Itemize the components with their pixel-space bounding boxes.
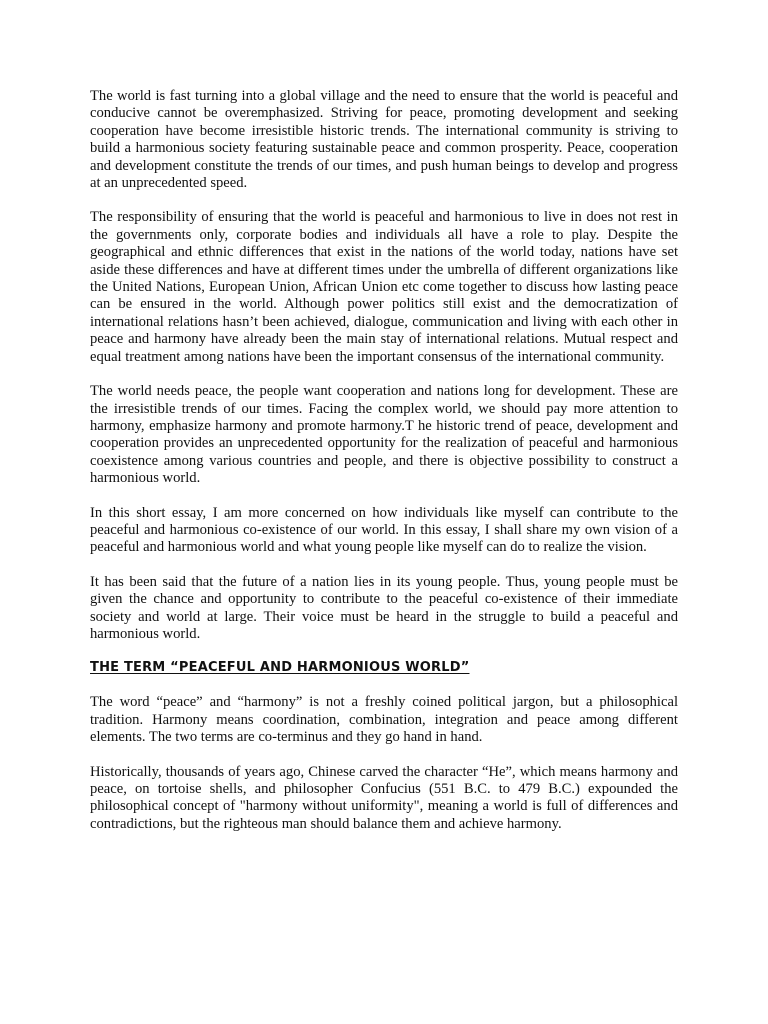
paragraph-peace-harmony-definition: The word “peace” and “harmony” is not a freshly coined political jargon, but a philosophical tradition. Harmony means coordination, combination, integration and peace among different elements. The two terms are co-terminus and they go hand in hand. — [90, 694, 678, 746]
paragraph-responsibility: The responsibility of ensuring that the world is peaceful and harmonious to live in does not rest in the governments only, corporate bodies and individuals all have a role to play. Despite the geographical and ethnic differences that exist in the nations of the world today, nations have set aside these differences and have at different times under the umbrella of different organizations like the United Nations, European Union, African Union etc come together to discuss how lasting peace can be ensured in the world. Although power politics still exist and the democratization of international relations hasn’t been achieved, dialogue, communication and living with each other in peace and harmony have already been the main stay of international relations. Mutual respect and equal treatment among nations have been the important consensus of the international community. — [90, 209, 678, 365]
section-heading: THE TERM “PEACEFUL AND HARMONIOUS WORLD” — [90, 660, 470, 676]
paragraph-young-people: It has been said that the future of a nation lies in its young people. Thus, young people must be given the chance and opportunity to contribute to the peaceful co-existence of their immediate society and world at large. Their voice must be heard in the struggle to build a peaceful and harmonious world. — [90, 573, 678, 642]
paragraph-historical-confucius: Historically, thousands of years ago, Chinese carved the character “He”, which means harmony and peace, on tortoise shells, and philosopher Confucius (551 B.C. to 479 B.C.) expounded the philosophical concept of "harmony without uniformity", meaning a world is full of differences and contradictions, but the righteous man should balance them and achieve harmony. — [90, 763, 678, 832]
paragraph-world-needs-peace: The world needs peace, the people want cooperation and nations long for development. These are the irresistible trends of our times. Facing the complex world, we should pay more attention to harmony, emphasize harmony and promote harmony.T he historic trend of peace, development and cooperation provides an unprecedented opportunity for the realization of peaceful and harmonious coexistence among various countries and people, and there is objective possibility to construct a harmonious world. — [90, 383, 678, 487]
document-page — [90, 88, 678, 850]
paragraph-short-essay: In this short essay, I am more concerned on how individuals like myself can contribute to the peaceful and harmonious co-existence of our world. In this essay, I shall share my own vision of a peaceful and harmonious world and what young people like myself can do to realize the vision. — [90, 504, 678, 556]
paragraph-global-village: The world is fast turning into a global village and the need to ensure that the world is peaceful and conducive cannot be overemphasized. Striving for peace, promoting development and seeking cooperation have become irresistible historic trends. The international community is striving to build a harmonious society featuring sustainable peace and common prosperity. Peace, cooperation and development constitute the trends of our times, and push human beings to develop and progress at an unprecedented speed. — [90, 88, 678, 192]
